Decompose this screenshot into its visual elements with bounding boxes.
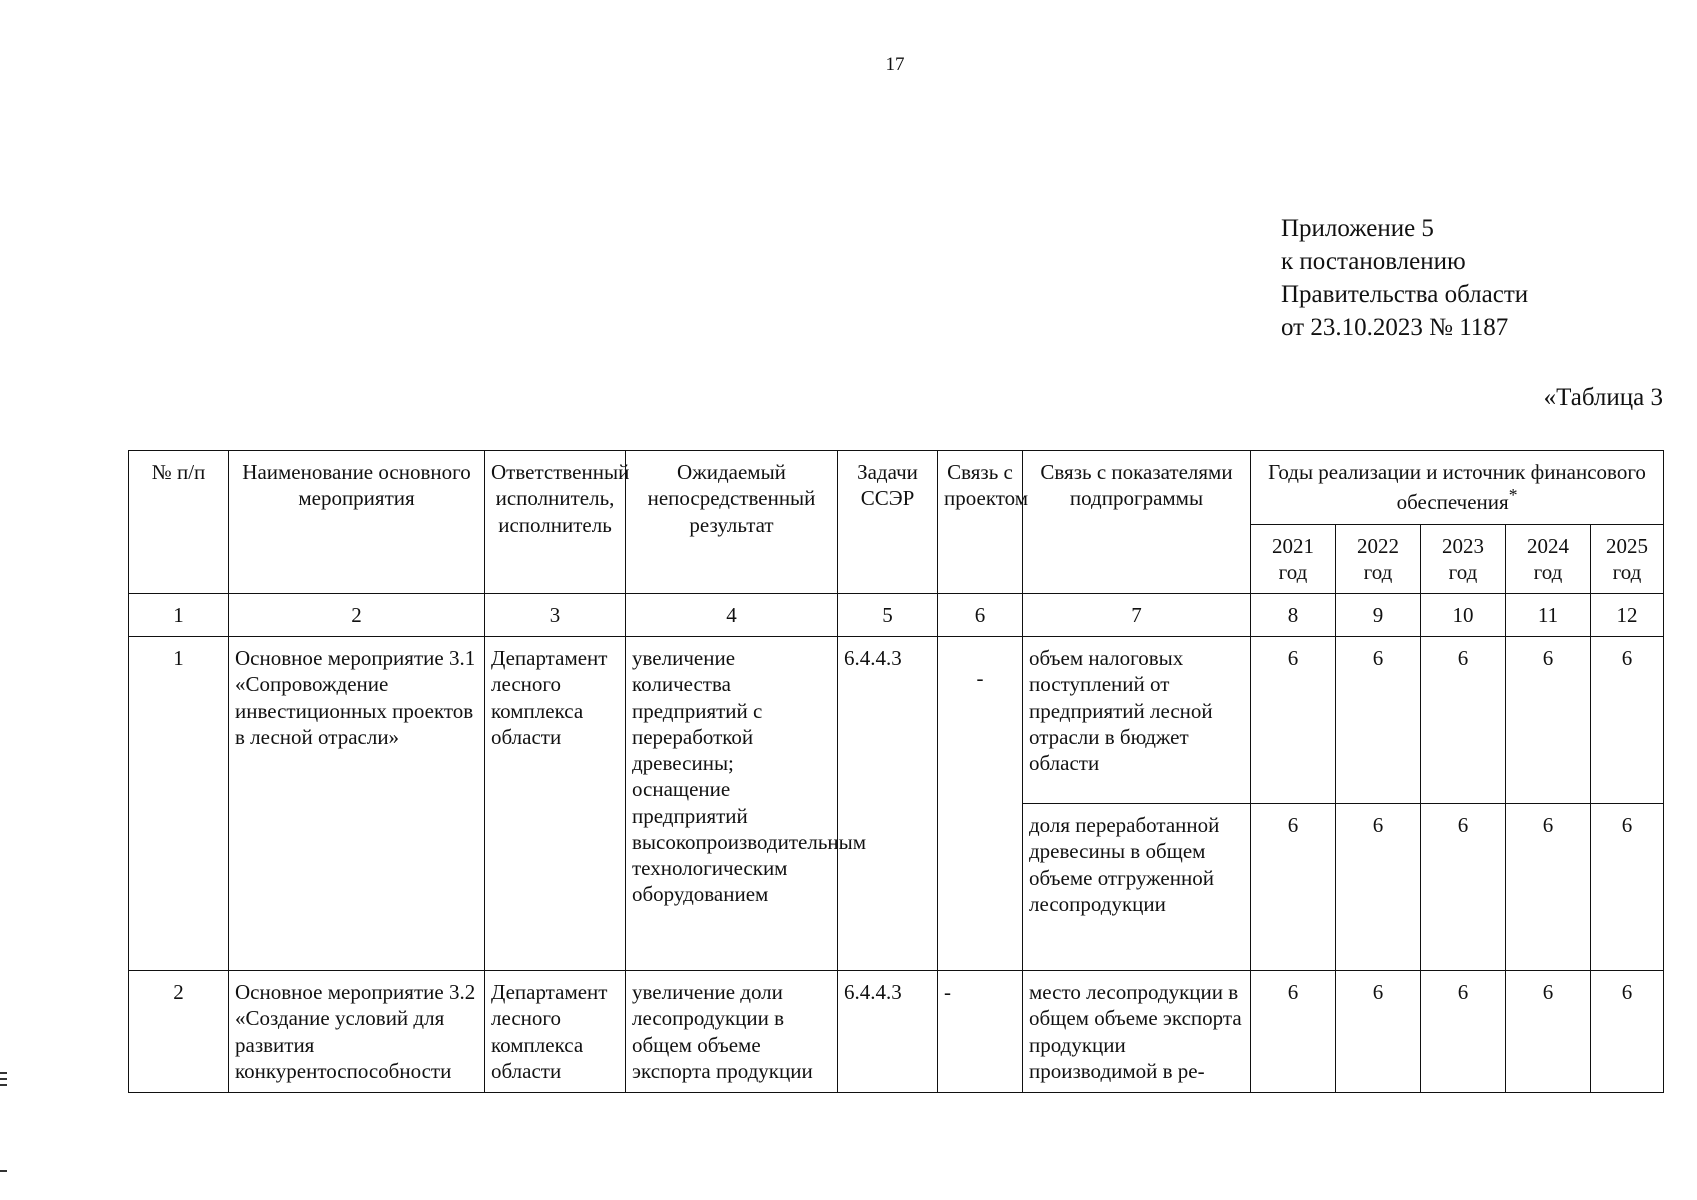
header-num: № п/п	[129, 451, 229, 594]
row-tasks: 6.4.4.3	[838, 637, 938, 971]
measures-table	[128, 450, 1664, 1093]
row-executor: Департамент лесного комплекса области	[485, 637, 626, 971]
column-number: 5	[838, 594, 938, 637]
header-years-group	[1251, 451, 1664, 525]
appendix-line-3: Правительства области	[1281, 281, 1529, 308]
column-number: 6	[938, 594, 1023, 637]
row-value-2025: 6	[1591, 637, 1664, 804]
row-value-2021: 6	[1251, 804, 1336, 971]
column-number: 7	[1023, 594, 1251, 637]
column-number: 8	[1251, 594, 1336, 637]
table-row	[129, 971, 1664, 1093]
header-row-1	[129, 451, 1664, 525]
header-indicators: Связь с показателями подпрограммы	[1023, 451, 1251, 594]
row-project: -	[938, 971, 1023, 1093]
header-name: Наименование основного мероприятия	[229, 451, 485, 594]
row-value-2023: 6	[1421, 804, 1506, 971]
row-value-2024: 6	[1506, 804, 1591, 971]
column-number: 4	[626, 594, 838, 637]
header-year-2025: 2025 год	[1591, 524, 1664, 594]
column-number: 9	[1336, 594, 1421, 637]
row-indicator: место лесопродукции в общем объеме экспорта продукции производимой в ре-	[1023, 971, 1251, 1093]
row-indicator: объем налоговых поступлений от предприятий лесной отрасли в бюджет области	[1023, 637, 1251, 804]
row-value-2021: 6	[1251, 971, 1336, 1093]
row-value-2022: 6	[1336, 804, 1421, 971]
row-value-2023: 6	[1421, 637, 1506, 804]
row-project: -	[938, 637, 1023, 971]
header-project: Связь с проектом	[938, 451, 1023, 594]
column-number: 11	[1506, 594, 1591, 637]
row-value-2024: 6	[1506, 971, 1591, 1093]
row-measure-name: Основное мероприятие 3.2 «Создание условий для развития конкурентоспособности	[229, 971, 485, 1093]
row-num: 2	[129, 971, 229, 1093]
row-value-2025: 6	[1591, 804, 1664, 971]
row-value-2021: 6	[1251, 637, 1336, 804]
scan-edge-dash	[0, 1170, 7, 1172]
appendix-block	[1281, 212, 1528, 344]
column-number-row	[129, 594, 1664, 637]
column-number: 1	[129, 594, 229, 637]
row-num: 1	[129, 637, 229, 971]
column-number: 3	[485, 594, 626, 637]
table-caption: «Таблица 3	[1543, 384, 1663, 411]
column-number: 2	[229, 594, 485, 637]
appendix-line-1: Приложение 5	[1281, 215, 1434, 242]
header-year-2022: 2022 год	[1336, 524, 1421, 594]
header-years-group-label: Годы реализации и источник финансового обеспечения	[1268, 460, 1646, 515]
column-number: 12	[1591, 594, 1664, 637]
header-year-2024: 2024 год	[1506, 524, 1591, 594]
row-result: увеличение доли лесопродукции в общем объеме экспорта продукции	[626, 971, 838, 1093]
row-indicator: доля переработанной древесины в общем объеме отгруженной лесопродукции	[1023, 804, 1251, 971]
header-year-2023: 2023 год	[1421, 524, 1506, 594]
header-years-footnote-mark: *	[1508, 485, 1518, 506]
page-number: 17	[885, 54, 905, 75]
row-value-2023: 6	[1421, 971, 1506, 1093]
row-measure-name: Основное мероприятие 3.1 «Сопровождение инвестиционных проектов в лесной отрасли»	[229, 637, 485, 971]
row-executor: Департамент лесного комплекса области	[485, 971, 626, 1093]
header-tasks: Задачи ССЭР	[838, 451, 938, 594]
row-value-2022: 6	[1336, 971, 1421, 1093]
appendix-line-4: от 23.10.2023 № 1187	[1281, 314, 1509, 341]
header-executor: Ответственный исполнитель, исполнитель	[485, 451, 626, 594]
row-value-2025: 6	[1591, 971, 1664, 1093]
header-result: Ожидаемый непосредственный результат	[626, 451, 838, 594]
row-value-2022: 6	[1336, 637, 1421, 804]
scan-edge-mark	[0, 1072, 7, 1090]
appendix-line-2: к постановлению	[1281, 248, 1466, 275]
row-tasks: 6.4.4.3	[838, 971, 938, 1093]
row-value-2024: 6	[1506, 637, 1591, 804]
row-result: увеличение количества предприятий с переработкой древесины; оснащение предприятий высокопроизводительным технологическим оборудованием	[626, 637, 838, 971]
column-number: 10	[1421, 594, 1506, 637]
table-row	[129, 637, 1664, 804]
header-year-2021: 2021 год	[1251, 524, 1336, 594]
